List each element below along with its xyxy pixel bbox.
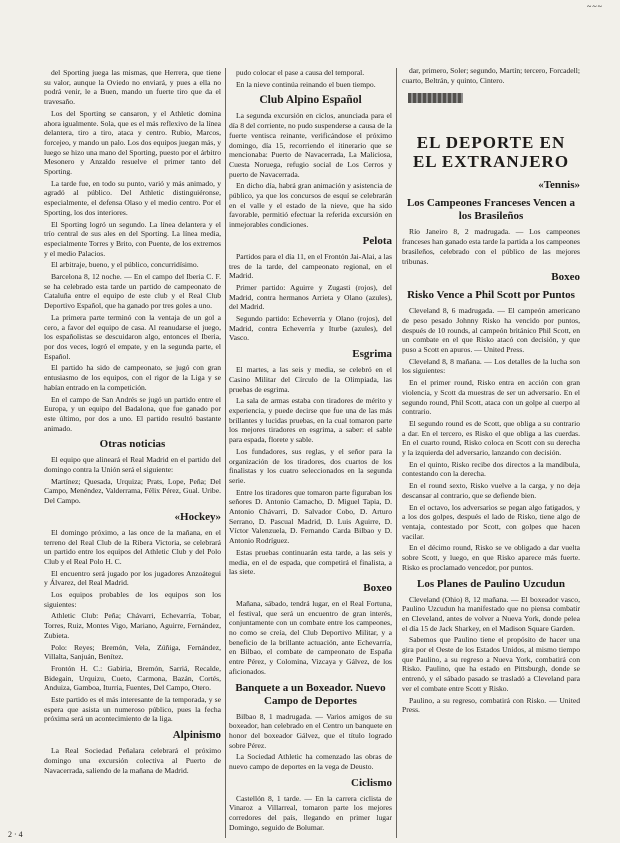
paragraph: Bilbao 8, 1 madrugada. — Varios amigos de su boxeador, han celebrado en el Centro un banquete en honor del boxeador Gálvez, que el título logrado sobre Pérez. bbox=[229, 711, 392, 750]
obscured-mark bbox=[408, 93, 463, 103]
paragraph: La primera parte terminó con la ventaja de un gol a cero, a favor del equipo de casa. Al reanudarse el juego, los españolistas se descuidaron algo, entonces el Iberia, por dos veces, logró el empate, y en la segunda parte, el Español. bbox=[44, 312, 221, 361]
paragraph: Polo: Reyes; Bremón, Vela, Zúñiga, Fernández, Villalta, Sanjuán, Benítez. bbox=[44, 642, 221, 662]
heading-pelota: Pelota bbox=[362, 234, 392, 247]
paragraph: El encuentro será jugado por los jugadores Anzoátegui y Álvarez, del Real Madrid. bbox=[44, 568, 221, 588]
heading-ciclismo: Ciclismo bbox=[351, 776, 392, 789]
paragraph: Paulino, a su regreso, combatirá con Risko. — United Press. bbox=[402, 695, 580, 715]
heading-esgrima: Esgrima bbox=[352, 348, 392, 361]
paragraph: Barcelona 8, 12 noche. — En el campo del Iberia C. F. se ha celebrado esta tarde un partido de campeonato de Cataluña entre el equipo de este club y el Real Club Deportivo Español, que ha ganado por tres goles a uno. bbox=[44, 272, 221, 311]
paragraph: dar, primero, Soler; segundo, Martín; tercero, Forcadell; cuarto, Beltrán, y quinto, Cintero. bbox=[402, 66, 580, 85]
boxeo-body bbox=[229, 599, 392, 677]
paragraph: Cleveland 8, 8 mañana. — Los detalles de la lucha son los siguientes: bbox=[402, 356, 580, 376]
paragraph: La Real Sociedad Peñalara celebrará el próximo domingo una excursión colectiva al Puerto de Navacerrada, saliendo de la mañana de Madrid. bbox=[44, 746, 221, 775]
sporting-athletic-report bbox=[44, 68, 221, 270]
paragraph: Los del Sporting se cansaron, y el Athletic domina ahora igualmente. Sola, que es el más reflexivo de la línea delantera, tiro a tiro, ataca y centro. Rubio, Marcos, forcejeo, y mando un palo. Los dos equipos juegan más, y luego se hizo una mano del Sporting, puesto por el árbitro Mesonero y Anzaldo resuelve el primer tanto del Sporting. bbox=[44, 108, 221, 177]
headline-campeones: Los Campeones Franceses Vencen a los Brasileños bbox=[406, 197, 576, 223]
paragraph: En el décimo round, Risko se ve obligado a dar vuelta sobre Scott, y luego, en que Risko aparece más fuerte. Risko es proclamado vencedor, por puntos. bbox=[402, 543, 580, 572]
heading-banquete: Banquete a un Boxeador. Nuevo Campo de Deportes bbox=[235, 681, 386, 707]
continued-results bbox=[402, 66, 580, 85]
otras-noticias-body bbox=[44, 455, 221, 506]
paragraph: Partidos para el día 11, en el Frontón Jai-Alai, a las tres de la tarde, del campeonato regional, en el Madrid. bbox=[229, 251, 392, 281]
paragraph: La segunda excursión en ciclos, anunciada para el día 8 del corriente, no pudo suspenderse a causa de la fuerte ventisca reinante, verificándose el próximo domingo, día 15, recorriendo el itinerario que se mencionaba: Puerto de Navacerrada, La Maliciosa, Cuesta Noruega, refugio social de Los Cerros y puerto de Navacerrada. bbox=[229, 111, 392, 179]
barcelona-report bbox=[44, 272, 221, 433]
paragraph: Río Janeiro 8, 2 madrugada. — Los campeones franceses han ganado esta tarde la partida a los campeones brasileños, celebrado con el público de las mejores tribunas. bbox=[402, 227, 580, 266]
continued-text bbox=[229, 68, 392, 89]
headline-risko: Risko Vence a Phil Scott por Puntos bbox=[407, 289, 575, 302]
paragraph: Sabemos que Paulino tiene el propósito de hacer una gira por el Oeste de los Estados Unidos, al mismo tiempo que Paulino, a su regreso a Nueva York, combatirá con Risko. Paulino, que ha estado en Pittsburgh, donde se entrenó, y el sábado pasado se trasladó a Cleveland para ver el combate entre Scott y Risko. bbox=[402, 635, 580, 693]
paragraph: La sala de armas estaba con tiradores de mérito y experiencia, y puede decirse que fue una de las más brillantes y lucidas pruebas, en la cual tomaron parte los mejores tiradores en esgrima, a saber: el sable para espada, florete y sable. bbox=[229, 396, 392, 445]
corner-mark: ~~~ bbox=[587, 2, 603, 11]
heading-tennis: «Tennis» bbox=[538, 179, 580, 192]
heading-boxeo: Boxeo bbox=[363, 581, 392, 594]
hockey-body bbox=[44, 528, 221, 724]
heading-hockey: «Hockey» bbox=[174, 510, 221, 523]
ciclismo-body bbox=[229, 794, 392, 833]
paragraph: Mañana, sábado, tendrá lugar, en el Real Fortuna, el festival, que será un encuentro de gran interés, conjuntamente con un combate entre los campeones, no como se creía, del Club Deportivo Militar, y a beneficio de la brillante actuación, ante Echevarría, en Bilbao, el combate de campeonato de España entre Pérez, y Colomina, Vizcaya y Gálvez, de los aficionados. bbox=[229, 598, 392, 676]
paragraph: Los fundadores, sus reglas, y el señor para la organización de los tiradores, dos cuartos de los finalistas y los cuatro seleccionados en la segunda serie. bbox=[229, 446, 392, 485]
paragraph: Primer partido: Aguirre y Zugasti (rojos), del Madrid, contra hermanos Arrieta y Olano (azules), del Madrid. bbox=[229, 282, 392, 312]
column-rule bbox=[396, 68, 397, 838]
heading-boxeo-extranjero: Boxeo bbox=[551, 271, 580, 284]
paragraph: El equipo que alineará el Real Madrid en el partido del domingo contra la Unión será el siguiente: bbox=[44, 455, 221, 475]
paragraph: El domingo próximo, a las once de la mañana, en el terreno del Real Club de la Ribera Victoria, se celebrará un partido entre los equipos del Athletic Club y del Polo Club y el Real Polo H. C. bbox=[44, 527, 221, 566]
paragraph: En dicho día, habrá gran animación y asistencia de público, ya que los concursos de esquí se celebrarán en el valle y el estado de la nieve, que ha sido favorable, permitió efectuar la referida excursión en inmejorables condiciones. bbox=[229, 181, 392, 230]
banquete-body bbox=[229, 712, 392, 772]
column-3 bbox=[402, 66, 580, 838]
esgrima-body bbox=[229, 365, 392, 577]
paragraph: Entre los tiradores que tomaron parte figuraban los señores D. Antonio Camacho, D. Miguel Tapia, D. Antonio Chávarri, D. Salvador Cobo, D. Arturo Serrano, D. Pascual Madrid, D. Luis Aguirre, D. Víctor Valenzuela, D. Fernando Carda Bilbao y D. Antonio Rodríguez. bbox=[229, 487, 392, 546]
paragraph: En el quinto, Risko recibe dos directos a la mandíbula, contestando con la derecha. bbox=[402, 459, 580, 479]
alpinismo-body bbox=[44, 746, 221, 775]
paragraph: del Sporting juega las mismas, que Herrera, que tiene su valor, aunque la Oviedo no enviará, y pues a ella no podrá venir, le a Buen, mando un fuerte tiro que da el travesaño. bbox=[44, 68, 221, 107]
paragraph: Cleveland (Ohio) 8, 12 mañana. — El boxeador vasco, Paulino Uzcudun ha manifestado que no piensa combatir en Cleveland, antes de volver a Nueva York, donde pelea el día 15 de Jack Sharkey, en el Madison Square Garden. bbox=[402, 594, 580, 633]
paragraph: Martínez; Quesada, Urquiza; Prats, Lope, Peña; Del Campo, Menéndez, Valderrama, Félix Pérez, Gual. Uribe. Del Campo. bbox=[44, 476, 221, 506]
heading-otras-noticias: Otras noticias bbox=[99, 438, 166, 451]
club-alpino-body bbox=[229, 111, 392, 229]
paragraph: En el round sexto, Risko vuelve a la carga, y no deja descansar al contrario, que se defiende bien. bbox=[402, 481, 580, 500]
headline-paulino: Los Planes de Paulino Uzcudun bbox=[417, 577, 565, 590]
paragraph: En la nieve continúa reinando el buen tiempo. bbox=[236, 79, 376, 89]
paragraph: Segundo partido: Echeverría y Olano (rojos), del Madrid, contra Echeverría y Iturbe (azules), del Vasco. bbox=[229, 314, 392, 343]
paragraph: El martes, a las seis y media, se celebró en el Casino Militar del Círculo de la Olimpiada, las pruebas de esgrima. bbox=[229, 365, 392, 394]
paragraph: Estas pruebas continuarán esta tarde, a las seis y media, en el de espada, que competirá el finalista, a las siete. bbox=[229, 547, 392, 577]
folio: 2 · 4 bbox=[8, 830, 23, 839]
paragraph: Castellón 8, 1 tarde. — En la carrera ciclista de Vinaroz a Villarreal, tomaron parte los mejores corredores del país, llegando en primer lugar Domingo, seguido de Bolumar. bbox=[229, 793, 392, 832]
paragraph: El Sporting logró un segundo. La línea delantera y el trío central de sus ales en del Sporting. La línea media, especialmente Torres y Brito, con Puente, de los extremos y el medio Palacios. bbox=[44, 219, 221, 258]
risko-body bbox=[402, 306, 580, 572]
paragraph: Este partido es el más interesante de la temporada, y se espera que asista un numeroso público, pues la fecha próxima será un acontecimiento de la liga. bbox=[44, 695, 221, 724]
column-rule bbox=[225, 68, 226, 838]
paragraph: Athletic Club: Peña; Chávarri, Echevarría, Tobar, Torres, Ruiz, Montes Vigo, Mariano, Aguirre, Fernández, Zubieta. bbox=[44, 611, 221, 640]
section-banner: EL DEPORTE EN EL EXTRANJERO bbox=[412, 133, 570, 172]
paragraph: El partido ha sido de campeonato, se jugó con gran entusiasmo de los equipos, con el rigor de la Liga y se habían entrado en la competición. bbox=[44, 363, 221, 392]
paragraph: El arbitraje, bueno, y el público, concurridísimo. bbox=[51, 260, 199, 270]
paragraph: En el campo de San Andrés se jugó un partido entre el Europa, y un equipo del Badalona, que fue ganado por este último, por dos a uno. El partido resultó bastante animado. bbox=[44, 394, 221, 433]
paragraph: El segundo round es de Scott, que obliga a su contrario a dar. En el tercero, es Risko el que obliga a las cuerdas. En el cuarto round, Risko coloca en Scott con su derecha y la izquierda del adversario, lanzando con decisión. bbox=[402, 418, 580, 458]
heading-club-alpino: Club Alpino Español bbox=[259, 94, 362, 107]
paulino-body bbox=[402, 595, 580, 715]
tennis-body bbox=[402, 227, 580, 266]
paragraph: La Sociedad Athletic ha comenzado las obras de nuevo campo de deportes en la vega de Deusto. bbox=[229, 752, 392, 772]
paragraph: Cleveland 8, 6 madrugada. — El campeón americano de peso pesado Johnny Risko ha vencido por puntos, después de 10 rounds, al campeón británico Phil Scott, en un combate en el que Risko atacó con decisión, y que puso a Scott en apuros. — United Press. bbox=[402, 306, 580, 355]
paragraph: En el primer round, Risko entra en acción con gran violencia, y Scott da muestras de ser un adversario. En el segundo round, Phil Scott, ataca con un golpe al cuerpo al contrario. bbox=[402, 378, 580, 417]
paragraph: Los equipos probables de los equipos son los siguientes: bbox=[44, 590, 221, 609]
paragraph: La tarde fue, en todo su punto, varió y más animado, y agradó al público. Del Athletic distinguiéronse, especialmente, el defensa Olaso y el medio centro. Por el Sporting, los dos interiores. bbox=[44, 178, 221, 217]
pelota-body bbox=[229, 252, 392, 343]
column-2 bbox=[229, 68, 392, 840]
paragraph: Frontón H. C.: Gabiria, Bremón, Sarriá, Recalde, Bidegain, Urquizu, Cueto, Carmona, Bazán, Cortés, Anduiza, Gamboa, Iturria, Fuentes, Del Campo, Otero. bbox=[44, 663, 221, 693]
heading-alpinismo: Alpinismo bbox=[172, 729, 221, 742]
column-1 bbox=[44, 68, 221, 840]
paragraph: pudo colocar el pase a causa del temporal. bbox=[236, 68, 365, 77]
paragraph: En el octavo, los adversarios se pegan algo fatigados, y a los dos golpes, después el lado de Risko, tiene algo de ventaja, contestado por Scott, con golpes que hacen vacilar. bbox=[402, 502, 580, 541]
